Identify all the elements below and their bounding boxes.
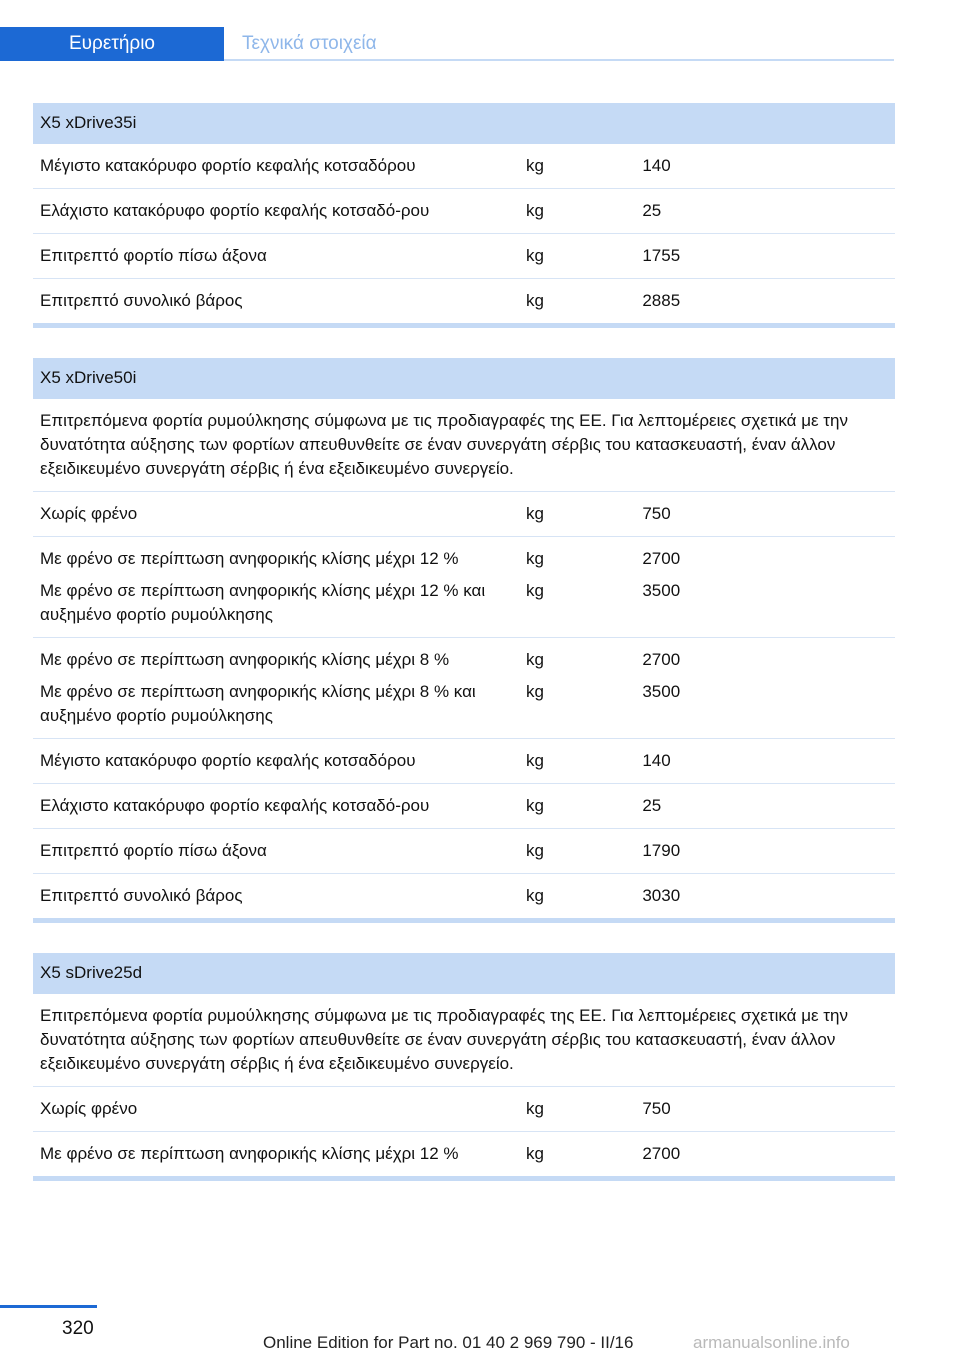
row-unit: kg <box>526 291 544 310</box>
row-value: 2885 <box>642 291 681 310</box>
row-value: 2700 <box>642 549 681 568</box>
row-label: Μέγιστο κατακόρυφο φορτίο κεφαλής κοτσαδόρου <box>40 751 416 770</box>
footer-accent-line <box>0 1305 97 1308</box>
table-row <box>33 739 895 784</box>
section-title: X5 xDrive35i <box>33 103 895 144</box>
row-value: 1790 <box>642 841 681 860</box>
row-unit: kg <box>526 549 544 568</box>
table-row <box>33 279 895 326</box>
table-row <box>33 874 895 921</box>
row-unit: kg <box>526 886 544 905</box>
row-label: Με φρένο σε περίπτωση ανηφορικής κλίσης μέχρι 12 % και αυξημένο φορτίο ρυμούλκησης <box>40 581 486 624</box>
tab-index[interactable]: Ευρετήριο <box>0 27 224 61</box>
spec-table <box>33 103 895 328</box>
row-label: Επιτρεπτό συνολικό βάρος <box>40 291 243 310</box>
page-number: 320 <box>62 1318 94 1339</box>
spec-table <box>33 358 895 923</box>
row-label: Με φρένο σε περίπτωση ανηφορικής κλίσης μέχρι 12 % <box>40 1144 459 1163</box>
row-value: 25 <box>642 201 662 220</box>
table-row <box>33 784 895 829</box>
spec-table <box>33 953 895 1181</box>
row-value: 750 <box>642 504 671 523</box>
row-unit: kg <box>526 156 544 175</box>
row-unit: kg <box>526 504 544 523</box>
watermark: armanualsonline.info <box>693 1333 850 1352</box>
row-value: 140 <box>642 751 671 770</box>
row-label: Επιτρεπτό συνολικό βάρος <box>40 886 243 905</box>
section-title: X5 xDrive50i <box>33 358 895 399</box>
row-label: Επιτρεπτό φορτίο πίσω άξονα <box>40 246 267 265</box>
table-row <box>33 638 895 739</box>
row-unit: kg <box>526 581 544 600</box>
row-label: Ελάχιστο κατακόρυφο φορτίο κεφαλής κοτσαδό-ρου <box>40 796 430 815</box>
row-label: Με φρένο σε περίπτωση ανηφορικής κλίσης μέχρι 8 % <box>40 650 450 669</box>
spec-tables <box>33 103 895 1211</box>
table-row <box>33 829 895 874</box>
table-row <box>33 537 895 638</box>
row-unit: kg <box>526 682 544 701</box>
row-value: 3500 <box>642 581 681 600</box>
table-row <box>33 492 895 537</box>
row-value: 3030 <box>642 886 681 905</box>
row-label: Με φρένο σε περίπτωση ανηφορικής κλίσης μέχρι 8 % και αυξημένο φορτίο ρυμούλκησης <box>40 682 476 725</box>
row-value: 25 <box>642 796 662 815</box>
section-title: X5 sDrive25d <box>33 953 895 994</box>
row-label: Με φρένο σε περίπτωση ανηφορικής κλίσης μέχρι 12 % <box>40 549 459 568</box>
edition-text: Online Edition for Part no. 01 40 2 969 790 - II/16 <box>263 1333 634 1352</box>
row-label: Χωρίς φρένο <box>40 1099 138 1118</box>
table-row <box>33 1132 895 1179</box>
row-unit: kg <box>526 650 544 669</box>
row-label: Χωρίς φρένο <box>40 504 138 523</box>
row-value: 2700 <box>642 650 681 669</box>
row-value: 3500 <box>642 682 681 701</box>
row-unit: kg <box>526 1144 544 1163</box>
row-unit: kg <box>526 796 544 815</box>
row-unit: kg <box>526 201 544 220</box>
row-label: Επιτρεπτό φορτίο πίσω άξονα <box>40 841 267 860</box>
row-unit: kg <box>526 751 544 770</box>
table-row <box>33 189 895 234</box>
row-unit: kg <box>526 1099 544 1118</box>
table-row <box>33 234 895 279</box>
row-label: Ελάχιστο κατακόρυφο φορτίο κεφαλής κοτσαδό-ρου <box>40 201 430 220</box>
table-row <box>33 1087 895 1132</box>
page-header <box>0 0 960 62</box>
row-value: 1755 <box>642 246 681 265</box>
row-value: 140 <box>642 156 671 175</box>
row-value: 750 <box>642 1099 671 1118</box>
row-label: Μέγιστο κατακόρυφο φορτίο κεφαλής κοτσαδόρου <box>40 156 416 175</box>
section-note: Επιτρεπόμενα φορτία ρυμούλκησης σύμφωνα με τις προδιαγραφές της ΕΕ. Για λεπτομέρειες σχετικά με την δυνατότητα αύξησης των φορτίων απευθυνθείτε σε έναν συνεργάτη σέρβις του κατασκευαστή, έναν άλλον εξειδικευμένο συνεργάτη σέρβις ή ένα εξειδικευμένο συνεργείο. <box>33 994 895 1087</box>
section-note: Επιτρεπόμενα φορτία ρυμούλκησης σύμφωνα με τις προδιαγραφές της ΕΕ. Για λεπτομέρειες σχετικά με την δυνατότητα αύξησης των φορτίων απευθυνθείτε σε έναν συνεργάτη σέρβις του κατασκευαστή, έναν άλλον εξειδικευμένο συνεργάτη σέρβις ή ένα εξειδικευμένο συνεργείο. <box>33 399 895 492</box>
row-value: 2700 <box>642 1144 681 1163</box>
tab-technical-data[interactable]: Τεχνικά στοιχεία <box>224 27 894 61</box>
table-row <box>33 144 895 189</box>
row-unit: kg <box>526 246 544 265</box>
row-unit: kg <box>526 841 544 860</box>
